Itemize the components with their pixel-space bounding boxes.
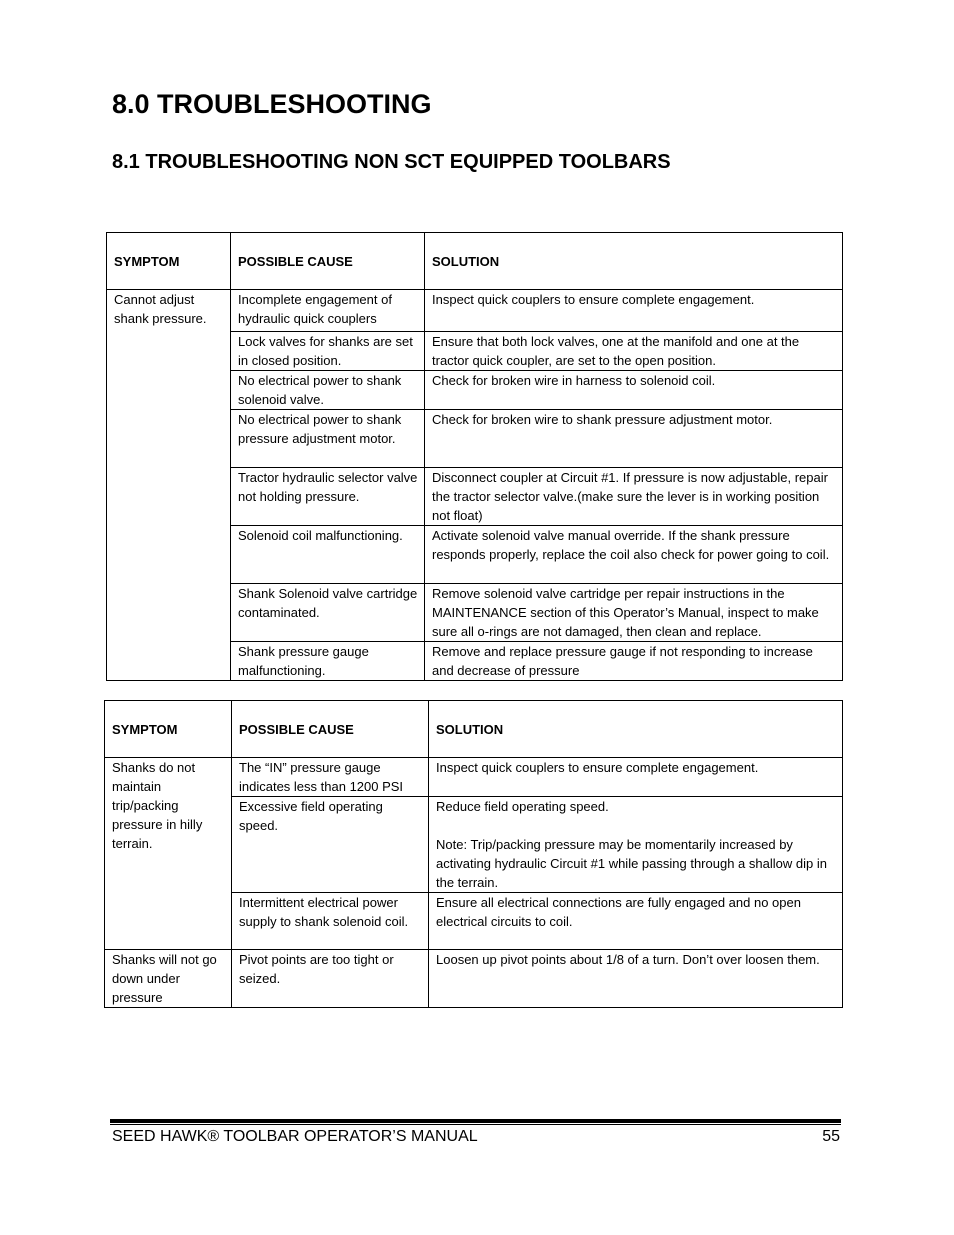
troubleshooting-table-1 xyxy=(106,232,843,681)
cause-cell: No electrical power to shank solenoid valve. xyxy=(231,371,425,410)
solution-cell xyxy=(425,526,843,584)
cause-cell: Excessive field operating speed. xyxy=(232,797,429,893)
solution-cell xyxy=(425,642,843,681)
cause-cell: Shank Solenoid valve cartridge contaminated. xyxy=(231,584,425,642)
symptom-cell: Shanks will not go down under pressure xyxy=(105,950,232,1008)
symptom-cell: Shanks do not maintain trip/packing pressure in hilly terrain. xyxy=(105,758,232,950)
solution-cell xyxy=(425,410,843,468)
solution-cell xyxy=(429,893,843,950)
header-possible-cause: POSSIBLE CAUSE xyxy=(232,701,429,758)
symptom-cell: Cannot adjust shank pressure. xyxy=(107,290,231,681)
cause-cell: Pivot points are too tight or seized. xyxy=(232,950,429,1008)
cause-cell: Incomplete engagement of hydraulic quick couplers xyxy=(231,290,425,332)
cause-cell: Solenoid coil malfunctioning. xyxy=(231,526,425,584)
cause-cell: The “IN” pressure gauge indicates less than 1200 PSI xyxy=(232,758,429,797)
solution-text: Inspect quick couplers to ensure complete engagement. xyxy=(436,760,759,775)
solution-text: Ensure all electrical connections are fully engaged and no open electrical circuits to coil. xyxy=(436,895,801,929)
solution-cell xyxy=(425,290,843,332)
cause-cell: No electrical power to shank pressure adjustment motor. xyxy=(231,410,425,468)
solution-text: Check for broken wire in harness to solenoid coil. xyxy=(432,373,716,388)
cause-cell: Shank pressure gauge malfunctioning. xyxy=(231,642,425,681)
table-row xyxy=(105,950,843,1008)
solution-cell xyxy=(429,950,843,1008)
page-title: 8.0 TROUBLESHOOTING xyxy=(112,89,432,119)
solution-text: Disconnect coupler at Circuit #1. If pressure is now adjustable, repair the tractor selector valve.(make sure the lever is in working position not float) xyxy=(432,470,828,523)
solution-text: Reduce field operating speed. xyxy=(436,799,609,814)
header-possible-cause: POSSIBLE CAUSE xyxy=(231,233,425,290)
solution-cell xyxy=(425,332,843,371)
solution-cell xyxy=(425,371,843,410)
solution-text: Check for broken wire to shank pressure adjustment motor. xyxy=(432,412,773,427)
section-title: 8.1 TROUBLESHOOTING NON SCT EQUIPPED TOOLBARS xyxy=(112,151,671,173)
solution-text: Remove solenoid valve cartridge per repair instructions in the MAINTENANCE section of this Operator’s Manual, inspect to make sure all o-rings are not damaged, then clean and replace. xyxy=(432,586,819,639)
solution-cell xyxy=(429,797,843,893)
cause-cell: Tractor hydraulic selector valve not holding pressure. xyxy=(231,468,425,526)
solution-text: Ensure that both lock valves, one at the manifold and one at the tractor quick coupler, are set to the open position. xyxy=(432,334,800,368)
footer-rule xyxy=(110,1119,841,1126)
solution-text: Note: Trip/packing pressure may be momentarily increased by activating hydraulic Circuit #1 while passing through a shallow dip in the terrain. xyxy=(436,837,827,890)
header-symptom: SYMPTOM xyxy=(107,233,231,290)
table-row xyxy=(107,290,843,332)
solution-text: Remove and replace pressure gauge if not responding to increase and decrease of pressure xyxy=(432,644,813,678)
solution-cell xyxy=(425,584,843,642)
footer-manual-title: SEED HAWK® TOOLBAR OPERATOR’S MANUAL xyxy=(112,1128,478,1145)
solution-cell xyxy=(429,758,843,797)
solution-text: Inspect quick couplers to ensure complete engagement. xyxy=(432,292,755,307)
solution-cell xyxy=(425,468,843,526)
header-solution: SOLUTION xyxy=(425,233,843,290)
table-header-row xyxy=(105,701,843,758)
table-row xyxy=(105,758,843,797)
solution-text: Loosen up pivot points about 1/8 of a turn. Don’t over loosen them. xyxy=(436,952,820,967)
page-number: 55 xyxy=(822,1128,840,1145)
solution-text: Activate solenoid valve manual override. If the shank pressure responds properly, replace the coil also check for power going to coil. xyxy=(432,528,830,562)
cause-cell: Lock valves for shanks are set in closed position. xyxy=(231,332,425,371)
cause-cell: Intermittent electrical power supply to shank solenoid coil. xyxy=(232,893,429,950)
header-symptom: SYMPTOM xyxy=(105,701,232,758)
troubleshooting-table-2 xyxy=(104,700,843,1008)
table-header-row xyxy=(107,233,843,290)
header-solution: SOLUTION xyxy=(429,701,843,758)
